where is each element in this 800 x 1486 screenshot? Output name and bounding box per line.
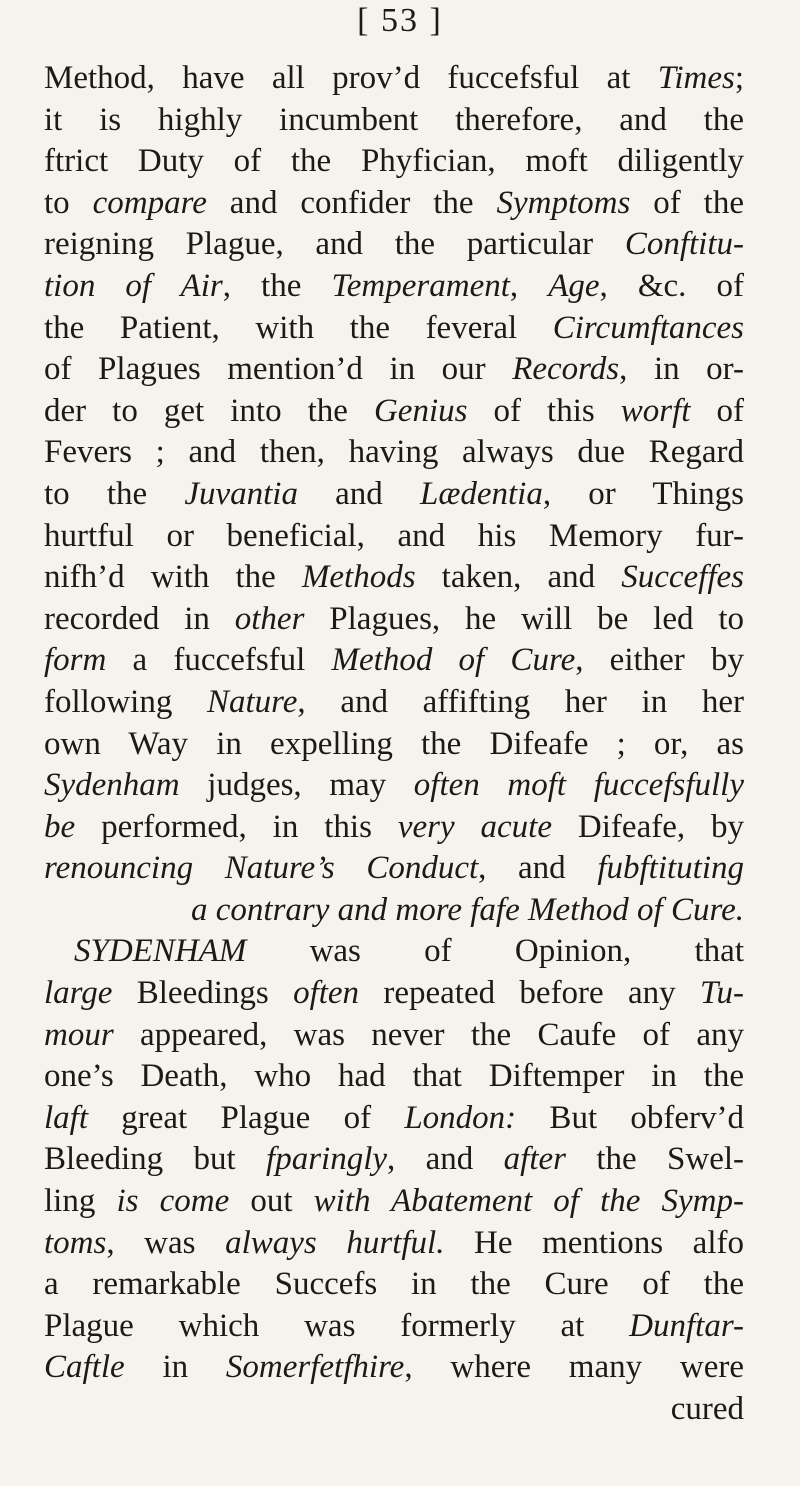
roman-text: of this [467,392,621,429]
italic-text: a contrary and more fafe Method of Cure. [191,891,744,928]
text-line [44,599,744,641]
italic-text: Nature [206,683,298,720]
roman-text: Bleeding but [44,1141,267,1178]
italic-text: Somerfetfhire [225,1349,405,1386]
text-line [44,1181,744,1223]
text-line [44,640,744,682]
italic-text: fparingly [266,1141,388,1178]
roman-text: , or Things [542,475,745,512]
italic-text: always hurtful. [225,1224,445,1261]
text-line [44,1306,744,1348]
text-line [44,848,744,890]
roman-text: , either by [575,642,745,679]
italic-text: mour [44,1016,114,1053]
italic-text: Times [657,60,735,96]
catchword [44,1389,744,1431]
roman-text: out [229,1183,314,1220]
roman-text: der to get into the [44,392,374,429]
text-line [44,1015,744,1057]
italic-text: with Abatement of the Symp- [313,1183,745,1220]
roman-text: Bleedings [112,975,294,1012]
italic-text: toms [44,1224,107,1261]
roman-text: But obferv’d [516,1099,744,1136]
roman-text: Plagues, he will be led to [304,600,744,637]
italic-text: Caftle [44,1349,125,1386]
italic-text: be [44,808,76,845]
roman-text: the Swel- [565,1141,745,1178]
roman-text: recorded in [44,600,235,637]
italic-text: after [503,1141,566,1178]
text-line [44,349,744,391]
roman-text: judges, may [179,767,414,804]
roman-text: appeared, was never the Caufe of any [113,1016,744,1053]
italic-text: often moft fuccefsfully [413,767,744,804]
roman-text: , &c. of [599,267,744,304]
text-line [44,724,744,766]
roman-text: own Way in expelling the Difeafe ; or, as [44,725,744,762]
italic-text: laft [44,1099,89,1136]
italic-text: Juvantia [184,475,298,512]
text-line [44,474,744,516]
italic-text: tion of Air [44,267,223,304]
roman-text: and confider the [206,184,497,221]
text-line [44,100,744,142]
roman-text: Plague which was formerly at [44,1307,630,1344]
roman-text: , in or- [619,351,744,388]
text-line [44,931,744,973]
italic-text: Age [548,267,600,304]
roman-text: one’s Death, who had that Diftemper in the [44,1058,744,1095]
roman-text: ; [734,60,744,96]
text-line [44,973,744,1015]
roman-text: it is highly incumbent therefore, and the [44,101,744,138]
roman-text: and [297,475,420,512]
roman-text: great Plague of [88,1099,405,1136]
roman-text: Difeafe, by [552,808,745,845]
text-line [44,391,744,433]
roman-text: of Plagues mention’d in our [44,351,513,388]
italic-text: compare [92,184,207,221]
italic-text: Sydenham [44,767,180,804]
text-line [44,141,744,183]
roman-text: , the [222,267,332,304]
italic-text: Circumftances [552,309,744,346]
italic-text: Method of Cure [331,642,576,679]
text-line [44,224,744,266]
roman-text: a fuccefsful [106,642,332,679]
roman-text: nifh’d with the [44,559,302,596]
text-line [44,266,744,308]
text-line [44,1056,744,1098]
italic-text: worft [620,392,691,429]
italic-text: large [44,975,113,1012]
roman-text: , and affifting her in her [297,683,744,720]
roman-text: cured [670,1391,744,1427]
roman-text: , and [387,1141,504,1178]
roman-text: of the [630,184,744,221]
roman-text: reigning Plague, and the particular [44,226,625,263]
italic-text: Genius [373,392,468,429]
text-line [44,516,744,558]
roman-text: , was [106,1224,226,1261]
text-line [44,1223,744,1265]
italic-text: Conftitu- [624,226,744,263]
body-text [44,58,744,1431]
roman-text: of [690,392,744,429]
italic-text: Dunftar- [629,1307,744,1344]
roman-text: Fevers ; and then, having always due Regard [44,434,744,471]
text-line [44,183,744,225]
italic-text: Succeffes [621,559,744,596]
italic-text: London: [404,1099,517,1136]
italic-text: other [234,600,305,637]
roman-text: following [44,683,207,720]
italic-text: form [44,642,107,679]
italic-text: is come [116,1183,230,1220]
roman-text: Method, have all prov’d fuccefsful at [44,60,658,96]
italic-text: Temperament [331,267,510,304]
text-line [44,58,744,100]
italic-text: fubftituting [597,850,744,887]
roman-text: , [509,267,549,304]
italic-text: Methods [301,559,416,596]
roman-text: , and [478,850,598,887]
italic-text: Records [512,351,620,388]
text-line [44,890,744,932]
text-line [44,765,744,807]
italic-text: often [293,975,360,1012]
roman-text: a remarkable Succefs in the Cure of the [44,1266,744,1303]
italic-text: Lædentia [419,475,543,512]
text-line [44,308,744,350]
italic-text: very acute [397,808,553,845]
text-line [44,1139,744,1181]
roman-text: to [44,184,93,221]
text-line [44,557,744,599]
italic-text: Symptoms [496,184,631,221]
text-line [44,682,744,724]
italic-text: SYDENHAM [74,933,247,970]
roman-text: in [124,1349,226,1386]
roman-text: was of Opinion, that [246,933,744,970]
text-line [44,432,744,474]
page-number: [ 53 ] [357,2,443,39]
roman-text: , where many were [404,1349,744,1386]
roman-text: to the [44,475,185,512]
italic-text: Tu- [699,975,745,1012]
roman-text: ftrict Duty of the Phyfician, moft diligently [44,143,744,180]
roman-text: ling [44,1183,117,1220]
text-line [44,1098,744,1140]
text-line [44,807,744,849]
roman-text: repeated before any [359,975,700,1012]
text-line [44,1264,744,1306]
text-line [44,1347,744,1389]
roman-text: the Patient, with the feveral [44,309,553,346]
roman-text: taken, and [415,559,622,596]
roman-text: He mentions alfo [444,1224,744,1261]
italic-text: renouncing Nature’s Conduct [44,850,479,887]
roman-text: hurtful or beneficial, and his Memory fur- [44,517,744,554]
roman-text: performed, in this [75,808,398,845]
